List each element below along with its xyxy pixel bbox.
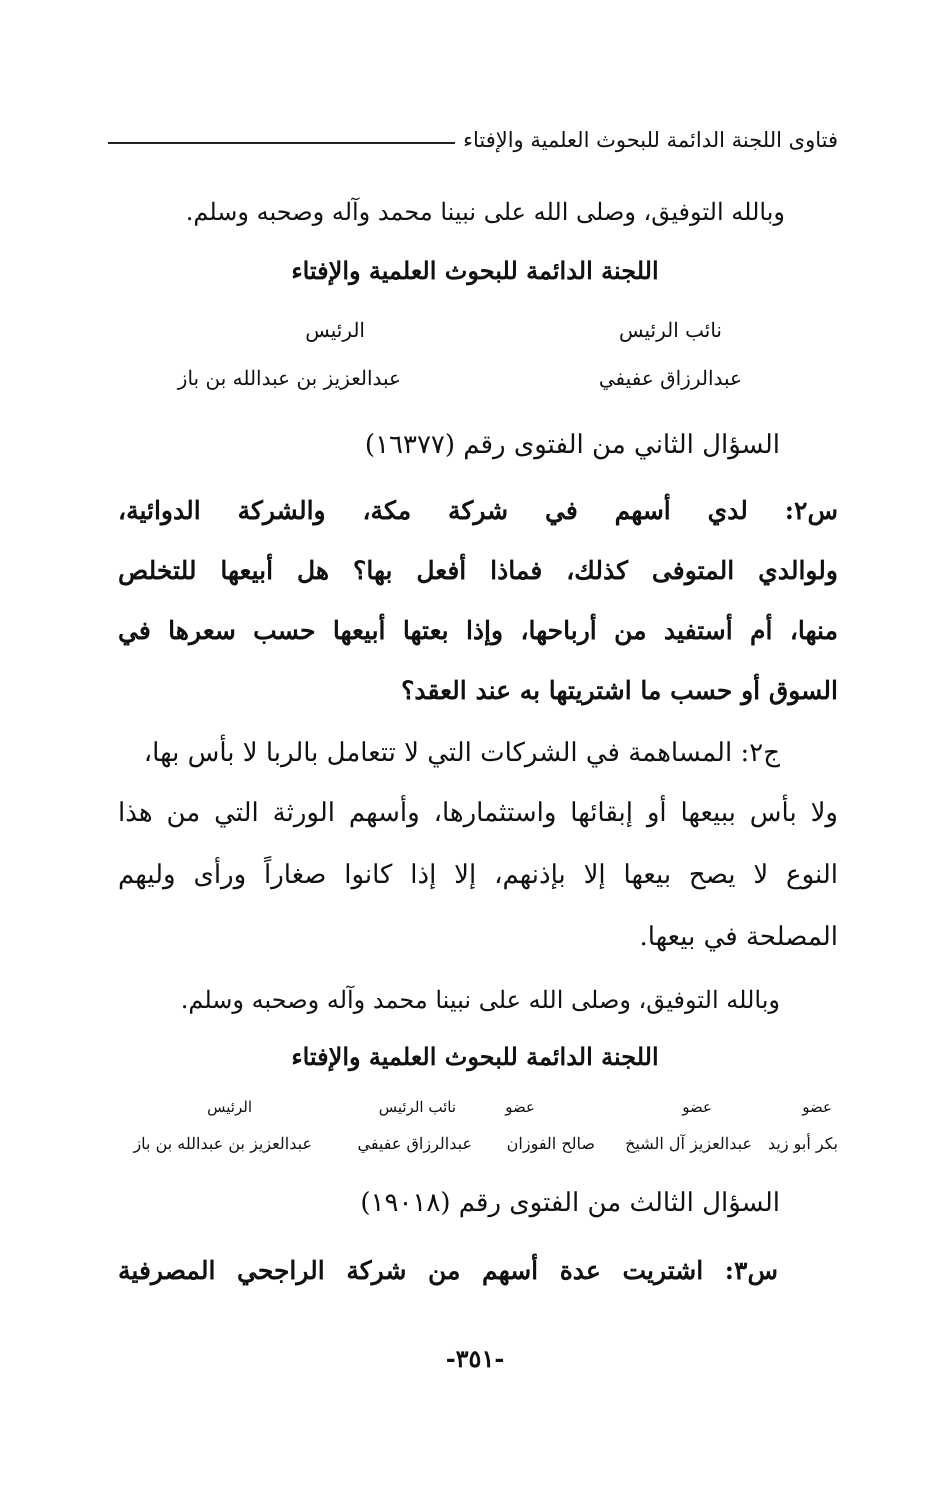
signatory-name-president: عبدالعزيز بن عبدالله بن باز <box>133 1134 312 1153</box>
question-3-line: س٣: اشتريت عدة أسهم من شركة الراجحي المصرفية <box>118 1256 778 1285</box>
signatory-role-president: الرئيس <box>207 1098 252 1116</box>
answer-2-line: ج٢: المساهمة في الشركات التي لا تتعامل بالربا لا بأس بها، <box>143 738 780 768</box>
signatory-name-president: عبدالعزيز بن عبدالله بن باز <box>177 366 401 390</box>
signatory-name-member: صالح الفوزان <box>506 1134 595 1153</box>
signatory-role-vice-president: نائب الرئيس <box>378 1098 456 1116</box>
answer-2-line: المصلحة في بيعها. <box>639 922 838 952</box>
signatory-name-vice-president: عبدالرزاق عفيفي <box>357 1134 472 1153</box>
header-title: فتاوى اللجنة الدائمة للبحوث العلمية والإفتاء <box>463 128 838 152</box>
question-2-line: منها، أم أستفيد من أرباحها، وإذا بعتها أبيعها حسب سعرها في <box>118 616 838 645</box>
header-rule <box>108 142 455 144</box>
answer-2-line: ولا بأس ببيعها أو إبقائها واستثمارها، وأسهم الورثة التي من هذا <box>118 798 838 828</box>
question-2-line: س٢: لدي أسهم في شركة مكة، والشركة الدوائية، <box>118 496 838 525</box>
question-2-title: السؤال الثاني من الفتوى رقم (١٦٣٧٧) <box>364 430 780 460</box>
signatory-role-vice-president: نائب الرئيس <box>618 318 722 342</box>
page-number: -٣٥١- <box>445 1344 505 1373</box>
signatory-role-member: عضو <box>802 1098 832 1116</box>
question-2-line: السوق أو حسب ما اشتريتها به عند العقد؟ <box>401 676 838 705</box>
question-2-line: ولوالدي المتوفى كذلك، فماذا أفعل بها؟ هل أبيعها للتخلص <box>118 556 838 585</box>
closing-line: وبالله التوفيق، وصلى الله على نبينا محمد وآله وصحبه وسلم. <box>180 986 780 1014</box>
question-3-title: السؤال الثالث من الفتوى رقم (١٩٠١٨) <box>360 1188 780 1218</box>
committee-name: اللجنة الدائمة للبحوث العلمية والإفتاء <box>291 1042 659 1071</box>
answer-2-line: النوع لا يصح بيعها إلا بإذنهم، إلا إذا كانوا صغاراً ورأى وليهم <box>118 860 838 890</box>
signatory-role-president: الرئيس <box>305 318 365 342</box>
signatory-name-member: بكر أبو زيد <box>767 1134 838 1153</box>
signatory-name-vice-president: عبدالرزاق عفيفي <box>598 366 742 390</box>
closing-line: وبالله التوفيق، وصلى الله على نبينا محمد وآله وصحبه وسلم. <box>185 198 785 226</box>
signatory-name-member: عبدالعزيز آل الشيخ <box>625 1134 752 1153</box>
committee-name: اللجنة الدائمة للبحوث العلمية والإفتاء <box>291 256 659 285</box>
running-header <box>108 122 838 158</box>
signatory-role-member: عضو <box>505 1098 535 1116</box>
signatory-role-member: عضو <box>682 1098 712 1116</box>
